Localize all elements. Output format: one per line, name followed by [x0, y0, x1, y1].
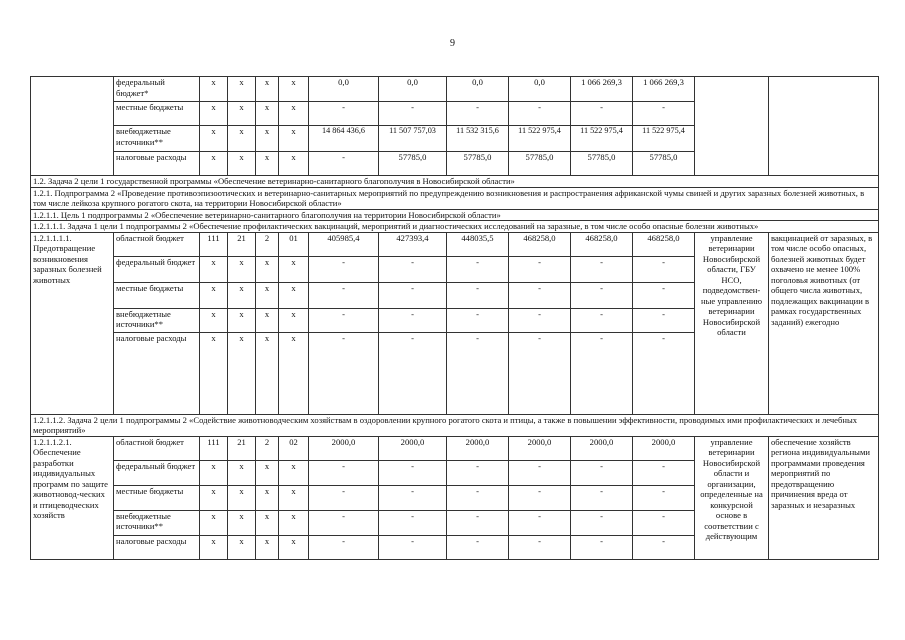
code-cell: х [200, 485, 228, 510]
code-cell: 2 [256, 232, 279, 256]
value-cell: - [447, 256, 509, 282]
value-cell: - [571, 510, 633, 535]
table-row [31, 436, 879, 460]
code-cell: 21 [228, 232, 256, 256]
code-cell: х [228, 126, 256, 152]
code-cell: х [279, 256, 309, 282]
value-cell: - [447, 282, 509, 308]
value-cell: - [509, 485, 571, 510]
value-cell: - [571, 102, 633, 126]
funding-source: внебюджетные источники** [114, 308, 200, 332]
funding-source: налоговые расходы [114, 332, 200, 414]
value-cell: - [509, 535, 571, 559]
code-cell: х [228, 256, 256, 282]
code-cell: х [200, 332, 228, 414]
funding-source: федеральный бюджет [114, 460, 200, 485]
value-cell: - [309, 510, 379, 535]
code-cell: х [279, 126, 309, 152]
value-cell: - [447, 535, 509, 559]
code-cell: х [279, 485, 309, 510]
value-cell: 2000,0 [571, 436, 633, 460]
value-cell: 1 066 269,3 [633, 77, 695, 102]
activity-name: 1.2.1.1.1.1. Предотвращение возникновения заразных болезней животных [31, 232, 114, 414]
section-heading: 1.2.1.1.1. Задача 1 цели 1 подпрограммы 2 «Обеспечение профилактических вакцинаций, мероприятий и диагностических исследований на заразные, в том числе особо опасные болезни животных» [31, 221, 879, 233]
value-cell: - [447, 460, 509, 485]
value-cell: 57785,0 [509, 152, 571, 176]
code-cell: х [256, 510, 279, 535]
value-cell: - [509, 256, 571, 282]
value-cell: - [571, 308, 633, 332]
value-cell: - [633, 460, 695, 485]
value-cell: 11 532 315,6 [447, 126, 509, 152]
value-cell: - [509, 308, 571, 332]
section-heading: 1.2.1.1. Цель 1 подпрограммы 2 «Обеспечение ветеринарно-санитарного благополучия на территории Новосибирской области» [31, 209, 879, 221]
code-cell: 02 [279, 436, 309, 460]
value-cell: - [633, 510, 695, 535]
value-cell: - [309, 308, 379, 332]
program-table [30, 76, 879, 560]
code-cell: х [200, 126, 228, 152]
value-cell: - [447, 308, 509, 332]
code-cell: 21 [228, 436, 256, 460]
code-cell: х [256, 535, 279, 559]
code-cell: х [279, 460, 309, 485]
value-cell: 57785,0 [633, 152, 695, 176]
code-cell: х [256, 282, 279, 308]
value-cell: 2000,0 [633, 436, 695, 460]
code-cell: х [200, 77, 228, 102]
value-cell: - [379, 460, 447, 485]
code-cell: х [228, 460, 256, 485]
code-cell: х [279, 332, 309, 414]
code-cell: х [200, 152, 228, 176]
value-cell: - [571, 256, 633, 282]
value-cell: 2000,0 [447, 436, 509, 460]
value-cell: 0,0 [509, 77, 571, 102]
code-cell: х [228, 152, 256, 176]
value-cell: - [309, 535, 379, 559]
value-cell: - [509, 460, 571, 485]
section-heading: 1.2.1.1.2. Задача 2 цели 1 подпрограммы 2 «Содействие животноводческим хозяйствам в оздоровлении крупного рогатого скота и птицы, а также в повышении эффективности, проводимых ими профилактических и лечебных мероприятий» [31, 414, 879, 436]
value-cell: - [447, 485, 509, 510]
table-row [31, 232, 879, 256]
code-cell: х [279, 77, 309, 102]
value-cell: - [379, 510, 447, 535]
value-cell: 0,0 [447, 77, 509, 102]
value-cell: 1 066 269,3 [571, 77, 633, 102]
code-cell: х [256, 332, 279, 414]
code-cell: х [256, 485, 279, 510]
code-cell: х [200, 535, 228, 559]
value-cell: - [571, 282, 633, 308]
value-cell: 2000,0 [509, 436, 571, 460]
value-cell: - [309, 152, 379, 176]
value-cell: - [571, 535, 633, 559]
code-cell: х [279, 535, 309, 559]
section-heading-row [31, 187, 879, 209]
section-heading-row [31, 414, 879, 436]
section-heading-row [31, 209, 879, 221]
section-heading-row [31, 176, 879, 188]
page-number: 9 [450, 38, 455, 49]
funding-source: федеральный бюджет [114, 256, 200, 282]
value-cell: - [633, 485, 695, 510]
code-cell: х [279, 152, 309, 176]
funding-source: местные бюджеты [114, 102, 200, 126]
value-cell: 57785,0 [379, 152, 447, 176]
value-cell: - [379, 535, 447, 559]
value-cell: - [309, 282, 379, 308]
executor-cell [695, 77, 769, 176]
value-cell: - [571, 485, 633, 510]
code-cell: х [256, 256, 279, 282]
value-cell: - [509, 282, 571, 308]
value-cell: 405985,4 [309, 232, 379, 256]
value-cell: 0,0 [309, 77, 379, 102]
funding-source: внебюджетные источники** [114, 126, 200, 152]
executor-cell: управление ветеринарии Новосибирской области и организации, определенные на конкурсной основе в соответствии с действующим [695, 436, 769, 559]
value-cell: - [509, 332, 571, 414]
code-cell: х [256, 77, 279, 102]
funding-source: областной бюджет [114, 436, 200, 460]
value-cell: - [633, 102, 695, 126]
code-cell: х [279, 308, 309, 332]
code-cell: х [200, 256, 228, 282]
code-cell: х [200, 308, 228, 332]
value-cell: - [633, 308, 695, 332]
code-cell: х [200, 460, 228, 485]
value-cell: - [309, 460, 379, 485]
value-cell: - [379, 256, 447, 282]
value-cell: 11 507 757,03 [379, 126, 447, 152]
section-heading-row [31, 221, 879, 233]
value-cell: 2000,0 [309, 436, 379, 460]
section-heading: 1.2. Задача 2 цели 1 государственной программы «Обеспечение ветеринарно-санитарного благополучия в Новосибирской области» [31, 176, 879, 188]
value-cell: - [447, 510, 509, 535]
code-cell: 111 [200, 232, 228, 256]
value-cell: - [633, 332, 695, 414]
result-cell: вакцинацией от заразных, в том числе особо опасных, болезней животных будет охвачено не менее 100% поголовья животных (от общего числа животных, подлежащих вакцинации в рамках государственных заданий) ежегодно [769, 232, 879, 414]
code-cell: 2 [256, 436, 279, 460]
code-cell: х [256, 152, 279, 176]
code-cell: х [228, 102, 256, 126]
value-cell: 14 864 436,6 [309, 126, 379, 152]
value-cell: 468258,0 [633, 232, 695, 256]
value-cell: 0,0 [379, 77, 447, 102]
value-cell: - [571, 460, 633, 485]
value-cell: - [309, 256, 379, 282]
code-cell: х [279, 510, 309, 535]
code-cell: х [228, 308, 256, 332]
value-cell: - [379, 485, 447, 510]
funding-source: местные бюджеты [114, 282, 200, 308]
value-cell: - [447, 332, 509, 414]
code-cell: х [228, 535, 256, 559]
value-cell: - [633, 535, 695, 559]
value-cell: 57785,0 [571, 152, 633, 176]
value-cell: - [633, 282, 695, 308]
code-cell: 01 [279, 232, 309, 256]
code-cell: х [279, 102, 309, 126]
result-cell [769, 77, 879, 176]
code-cell: х [256, 126, 279, 152]
funding-source: местные бюджеты [114, 485, 200, 510]
code-cell: 111 [200, 436, 228, 460]
value-cell: - [309, 102, 379, 126]
name-cell [31, 77, 114, 176]
value-cell: - [379, 102, 447, 126]
table-row [31, 77, 879, 102]
value-cell: 11 522 975,4 [633, 126, 695, 152]
value-cell: - [633, 256, 695, 282]
value-cell: 468258,0 [509, 232, 571, 256]
section-heading: 1.2.1. Подпрограмма 2 «Проведение противоэпизоотических и ветеринарно-санитарных мероприятий по предупреждению возникновения и распространения африканской чумы свиней и других заразных болезней животных, в том числе лейкоза крупного рогатого скота, на территории Новосибирской области» [31, 187, 879, 209]
funding-source: областной бюджет [114, 232, 200, 256]
code-cell: х [279, 282, 309, 308]
value-cell: 427393,4 [379, 232, 447, 256]
value-cell: - [447, 102, 509, 126]
value-cell: 57785,0 [447, 152, 509, 176]
code-cell: х [228, 485, 256, 510]
value-cell: - [309, 485, 379, 510]
value-cell: 11 522 975,4 [509, 126, 571, 152]
value-cell: 468258,0 [571, 232, 633, 256]
value-cell: - [379, 308, 447, 332]
code-cell: х [228, 510, 256, 535]
executor-cell: управление ветеринарии Новосибирской области, ГБУ НСО, подведомствен-ные управлению ветеринарии Новосибирской области [695, 232, 769, 414]
value-cell: - [571, 332, 633, 414]
code-cell: х [256, 308, 279, 332]
code-cell: х [228, 332, 256, 414]
value-cell: - [509, 510, 571, 535]
value-cell: 2000,0 [379, 436, 447, 460]
code-cell: х [256, 102, 279, 126]
funding-source: налоговые расходы [114, 535, 200, 559]
funding-source: внебюджетные источники** [114, 510, 200, 535]
code-cell: х [228, 282, 256, 308]
value-cell: 11 522 975,4 [571, 126, 633, 152]
code-cell: х [200, 102, 228, 126]
value-cell: - [379, 282, 447, 308]
activity-name: 1.2.1.1.2.1. Обеспечение разработки индивидуальных программ по защите животновод-ческих и птицеводческих хозяйств [31, 436, 114, 559]
result-cell: обеспечение хозяйств региона индивидуальными программами проведения мероприятий по предотвращению причинения вреда от заразных и незаразных [769, 436, 879, 559]
code-cell: х [256, 460, 279, 485]
funding-source: налоговые расходы [114, 152, 200, 176]
value-cell: - [509, 102, 571, 126]
code-cell: х [228, 77, 256, 102]
value-cell: - [309, 332, 379, 414]
value-cell: - [379, 332, 447, 414]
code-cell: х [200, 510, 228, 535]
funding-source: федеральный бюджет* [114, 77, 200, 102]
value-cell: 448035,5 [447, 232, 509, 256]
code-cell: х [200, 282, 228, 308]
